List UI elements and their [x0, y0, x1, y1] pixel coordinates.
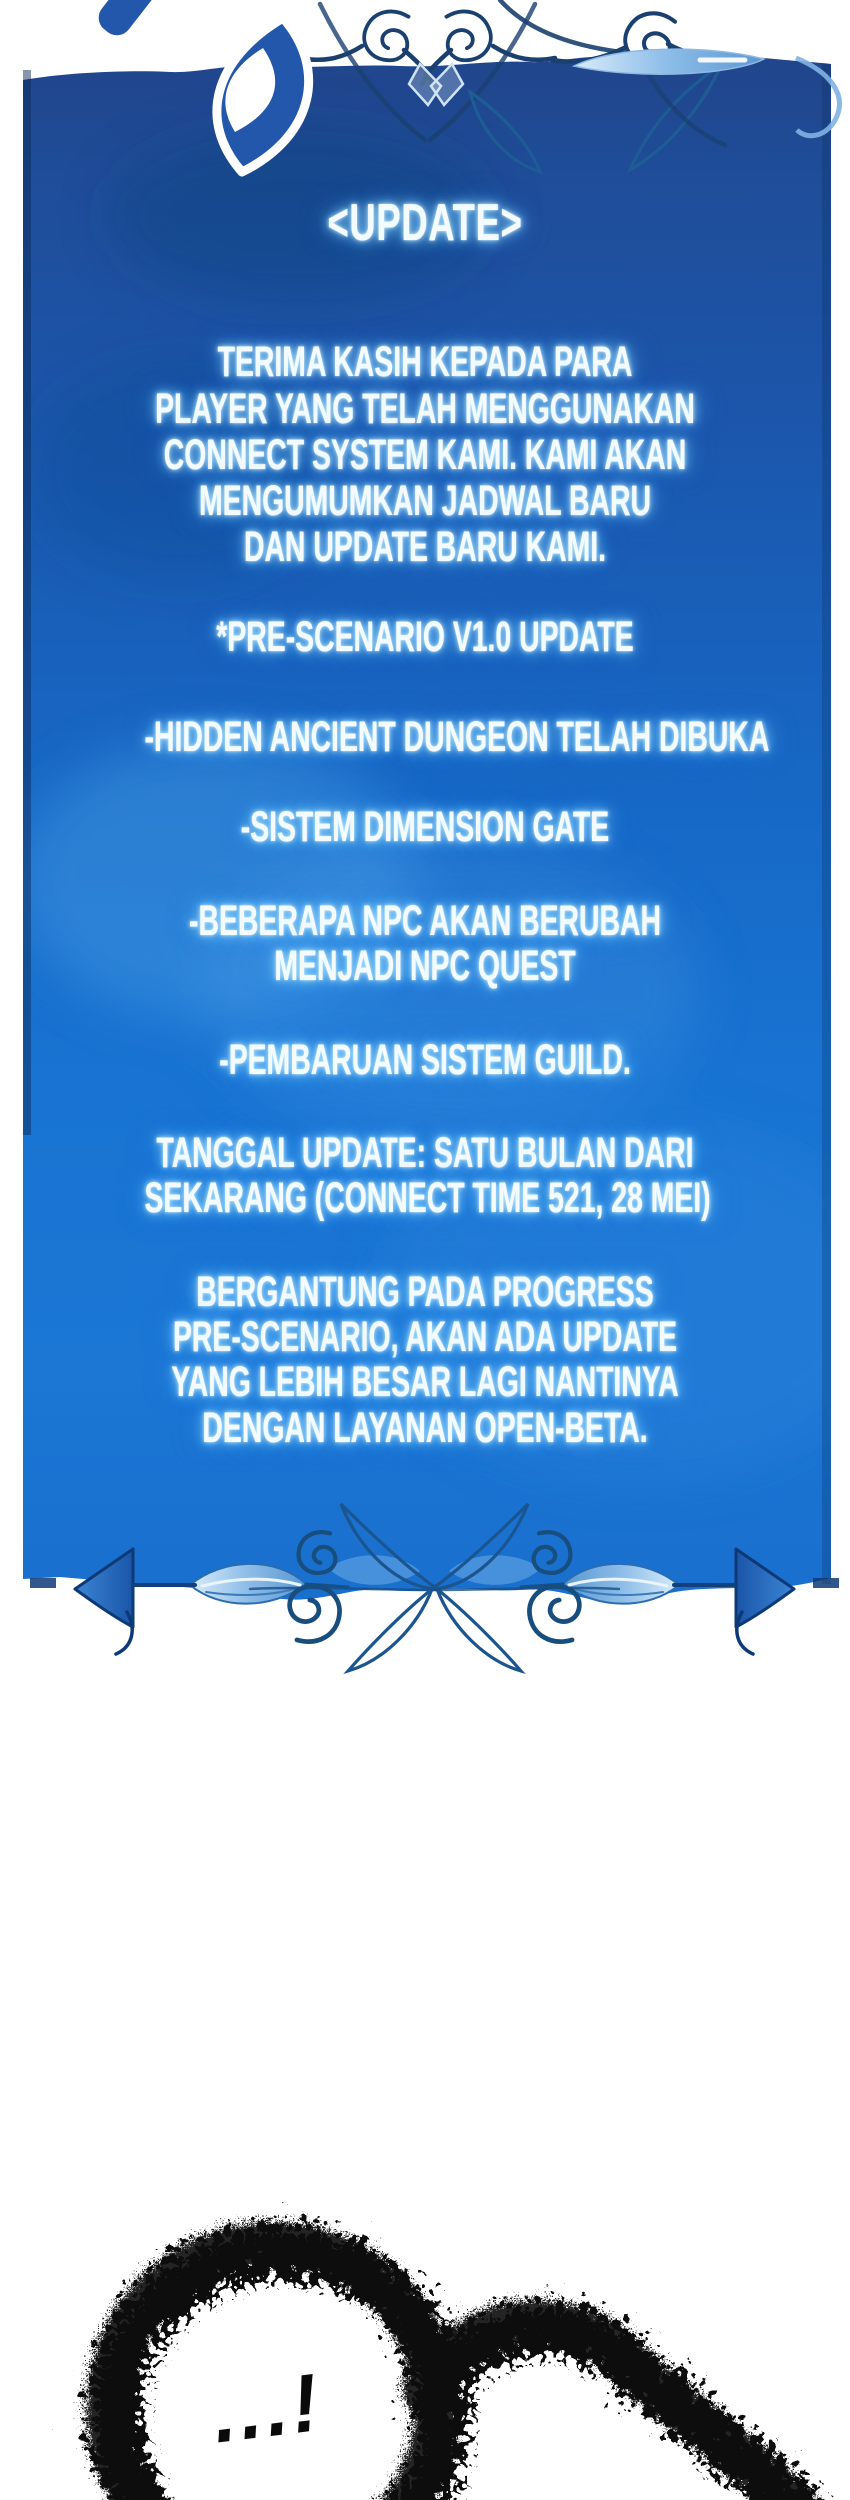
ornament-dash-icon [87, 0, 167, 47]
panel-text-line: -PEMBARUAN SISTEM GUILD. [219, 1036, 631, 1084]
panel-text-line: PRE-SCENARIO, AKAN ADA UPDATE [172, 1313, 678, 1361]
panel-title: <UPDATE> [327, 194, 523, 252]
panel-text-line: PLAYER YANG TELAH MENGGUNAKAN [155, 385, 695, 433]
panel-text-line: DAN UPDATE BARU KAMI. [243, 523, 607, 571]
panel-text-line: MENJADI NPC QUEST [274, 942, 576, 990]
panel-text-line: TANGGAL UPDATE: SATU BULAN DARI [156, 1129, 694, 1177]
panel-text-line: -HIDDEN ANCIENT DUNGEON TELAH DIBUKA [144, 713, 770, 761]
speech-bubble-text: ...! [207, 2356, 328, 2461]
panel-text-line: *PRE-SCENARIO V1.0 UPDATE [216, 613, 634, 661]
panel-right-edge-shade [822, 64, 831, 1584]
panel-text-line: YANG LEBIH BESAR LAGI NANTINYA [171, 1358, 679, 1406]
panel-text-line: CONNECT SYSTEM KAMI. KAMI AKAN [163, 431, 687, 479]
panel-text-line: BERGANTUNG PADA PROGRESS [196, 1268, 654, 1316]
panel-text-line: -SISTEM DIMENSION GATE [240, 803, 610, 851]
panel-left-edge-shade [23, 70, 31, 1135]
panel-text-line: SEKARANG (CONNECT TIME 521, 28 MEI) [144, 1174, 711, 1222]
panel-text-line: TERIMA KASIH KEPADA PARA [217, 338, 633, 386]
panel-text-line: -BEBERAPA NPC AKAN BERUBAH [189, 897, 661, 945]
panel-text-line: MENGUMUMKAN JADWAL BARU [199, 477, 651, 525]
panel-text-line: DENGAN LAYANAN OPEN-BETA. [202, 1404, 648, 1452]
update-panel [15, 54, 850, 1601]
